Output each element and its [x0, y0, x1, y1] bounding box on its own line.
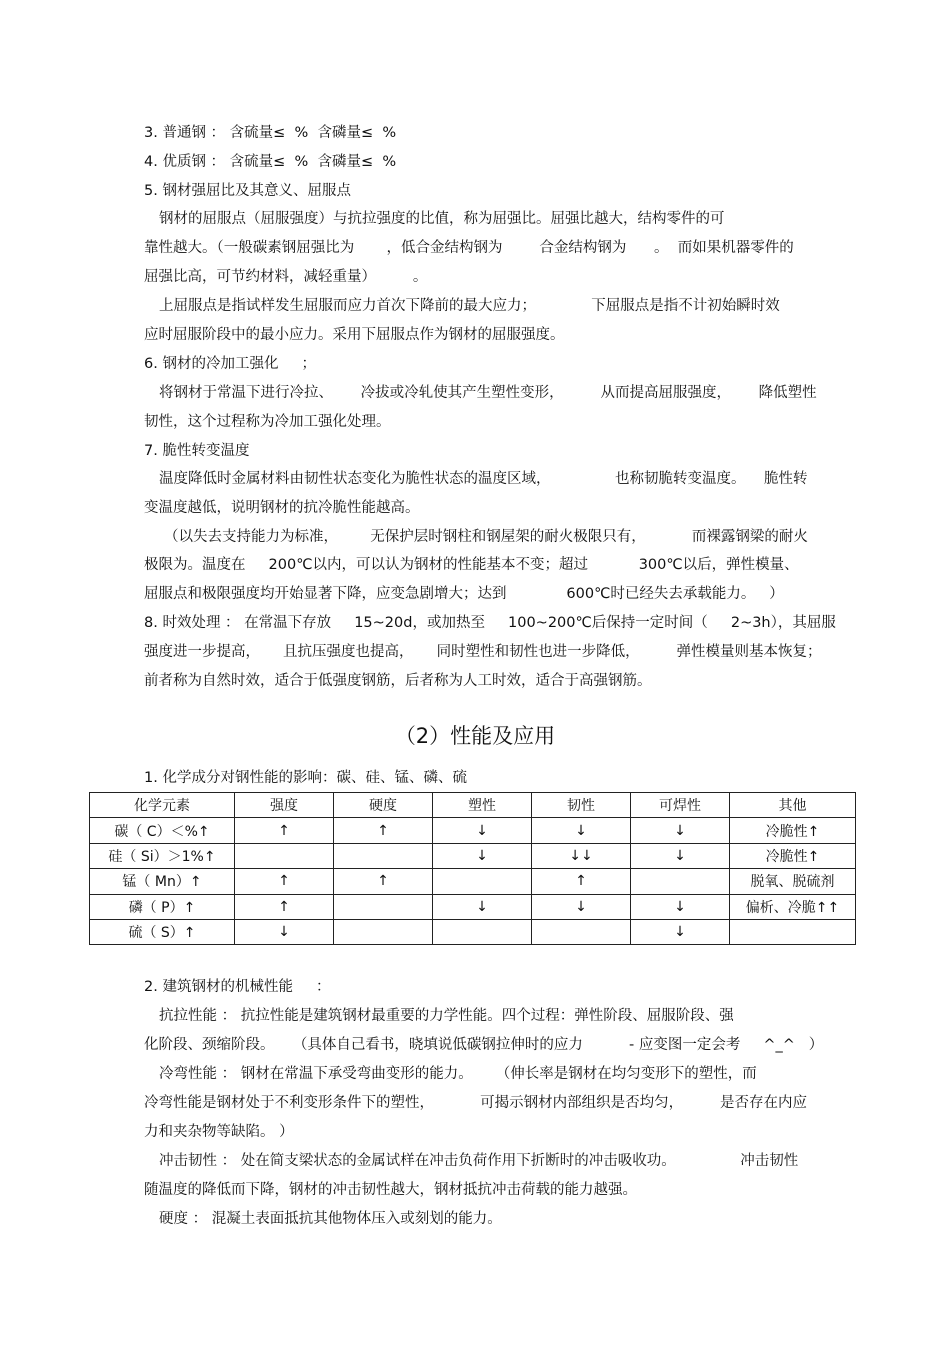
column-header: 韧性: [532, 793, 631, 818]
table-cell: 冷脆性↑: [730, 843, 856, 868]
table-cell: ↓: [631, 894, 730, 919]
text-line: 8. 时效处理 ： 在常温下存放 15~20d，或加热至 100~200℃后保持一定时间（ 2~3h），其屈服: [144, 615, 836, 631]
text-line: 将钢材于常温下进行冷拉、 冷拔或冷轧使其产生塑性变形， 从而提高屈服强度， 降低塑性: [159, 385, 817, 401]
table-cell: [532, 919, 631, 944]
text-line: 靠性越大。（一般碳素钢屈强比为 ，低合金结构钢为 合金结构钢为 。 而如果机器零件的: [144, 240, 794, 256]
text-line: 3. 普通钢 ： 含硫量≤ % 含磷量≤ %: [144, 125, 397, 141]
text-line: 硬度 ： 混凝土表面抵抗其他物体压入或刻划的能力。: [159, 1211, 502, 1227]
text-line: 上屈服点是指试样发生屈服而应力首次下降前的最大应力； 下屈服点是指不计初始瞬时效: [159, 298, 780, 314]
text-line: 7. 脆性转变温度: [144, 443, 250, 459]
table-cell: ↑: [235, 869, 334, 894]
table-cell: ↓: [631, 818, 730, 843]
table-cell: ↓↓: [532, 843, 631, 868]
text-line: 韧性，这个过程称为冷加工强化处理。: [144, 414, 391, 430]
table-cell: 硅（ Si）＞1%↑: [90, 843, 235, 868]
table-row: [90, 869, 856, 894]
table-cell: ↓: [532, 894, 631, 919]
text-line: 冲击韧性 ： 处在简支梁状态的金属试样在冲击负荷作用下折断时的冲击吸收功。 冲击韧性: [159, 1153, 799, 1169]
text-line: 屈强比高，可节约材料，减轻重量） 。: [144, 269, 428, 285]
table-cell: ↓: [235, 919, 334, 944]
text-line: 屈服点和极限强度均开始显著下降，应变急剧增大；达到 600℃时已经失去承载能力。 ）: [144, 586, 784, 602]
text-line: 力和夹杂物等缺陷。 ）: [144, 1124, 294, 1140]
table-cell: 脱氧、脱硫剂: [730, 869, 856, 894]
table-cell: [334, 843, 433, 868]
table-cell: 冷脆性↑: [730, 818, 856, 843]
table-cell: [433, 869, 532, 894]
table-cell: [235, 843, 334, 868]
text-line: 化阶段、颈缩阶段。 （具体自己看书，晓填说低碳钢拉伸时的应力 - 应变图一定会考 ^_^ ）: [144, 1037, 824, 1053]
table-cell: ↓: [433, 894, 532, 919]
table-cell: ↓: [631, 919, 730, 944]
table-cell: 偏析、冷脆↑↑: [730, 894, 856, 919]
table-cell: 锰（ Mn）↑: [90, 869, 235, 894]
text-line: 前者称为自然时效，适合于低强度钢筋，后者称为人工时效，适合于高强钢筋。: [144, 673, 652, 689]
text-line: 4. 优质钢 ： 含硫量≤ % 含磷量≤ %: [144, 154, 397, 170]
table-cell: [433, 919, 532, 944]
table-cell: [334, 894, 433, 919]
text-line: 冷弯性能 ： 钢材在常温下承受弯曲变形的能力。 （伸长率是钢材在均匀变形下的塑性，而: [159, 1066, 757, 1082]
table-cell: ↓: [631, 843, 730, 868]
text-line: 温度降低时金属材料由韧性状态变化为脆性状态的温度区域， 也称韧脆转变温度。 脆性转: [159, 471, 808, 487]
table-caption: 1. 化学成分对钢性能的影响：碳、硅、锰、磷、硫: [144, 770, 467, 786]
text-line: 极限为。温度在 200℃以内，可以认为钢材的性能基本不变；超过 300℃以后，弹性模量、: [144, 557, 799, 573]
column-header: 化学元素: [90, 793, 235, 818]
table-row: [90, 894, 856, 919]
text-line: 钢材的屈服点（屈服强度）与抗拉强度的比值，称为屈强比。屈强比越大，结构零件的可: [159, 211, 725, 227]
table-cell: ↓: [433, 843, 532, 868]
table-row: [90, 843, 856, 868]
text-line: 冷弯性能是钢材处于不利变形条件下的塑性， 可揭示钢材内部组织是否均匀， 是否存在内应: [144, 1095, 807, 1111]
table-cell: ↑: [334, 818, 433, 843]
text-line: 强度进一步提高， 且抗压强度也提高， 同时塑性和韧性也进一步降低， 弹性模量则基本恢复；: [144, 644, 822, 660]
table-cell: ↓: [532, 818, 631, 843]
column-header: 硬度: [334, 793, 433, 818]
column-header: 塑性: [433, 793, 532, 818]
chemical-elements-table: [89, 792, 856, 945]
table-header-row: [90, 793, 856, 818]
table-row: [90, 919, 856, 944]
table-cell: 磷（ P）↑: [90, 894, 235, 919]
text-line: 6. 钢材的冷加工强化 ；: [144, 356, 316, 372]
table-cell: ↑: [532, 869, 631, 894]
table-row: [90, 818, 856, 843]
text-line: 随温度的降低而下降，钢材的冲击韧性越大，钢材抵抗冲击荷载的能力越强。: [144, 1182, 637, 1198]
text-line: （以失去支持能力为标准， 无保护层时钢柱和钢屋架的耐火极限只有， 而裸露钢梁的耐火: [164, 529, 808, 545]
table-cell: [730, 919, 856, 944]
table-cell: 碳（ C）＜%↑: [90, 818, 235, 843]
table-cell: [631, 869, 730, 894]
table-cell: ↑: [334, 869, 433, 894]
column-header: 可焊性: [631, 793, 730, 818]
table-cell: [334, 919, 433, 944]
text-line: 5. 钢材强屈比及其意义、屈服点: [144, 183, 351, 199]
table-cell: ↑: [235, 818, 334, 843]
table-cell: 硫（ S）↑: [90, 919, 235, 944]
table-cell: ↓: [433, 818, 532, 843]
text-line: 2. 建筑钢材的机械性能 ：: [144, 979, 331, 995]
column-header: 其他: [730, 793, 856, 818]
text-line: 变温度越低，说明钢材的抗冷脆性能越高。: [144, 500, 420, 516]
text-line: 应时屈服阶段中的最小应力。采用下屈服点作为钢材的屈服强度。: [144, 327, 565, 343]
table-cell: ↑: [235, 894, 334, 919]
text-line: 抗拉性能 ： 抗拉性能是建筑钢材最重要的力学性能。四个过程：弹性阶段、屈服阶段、强: [159, 1008, 734, 1024]
column-header: 强度: [235, 793, 334, 818]
section-title: （2）性能及应用: [394, 724, 556, 748]
